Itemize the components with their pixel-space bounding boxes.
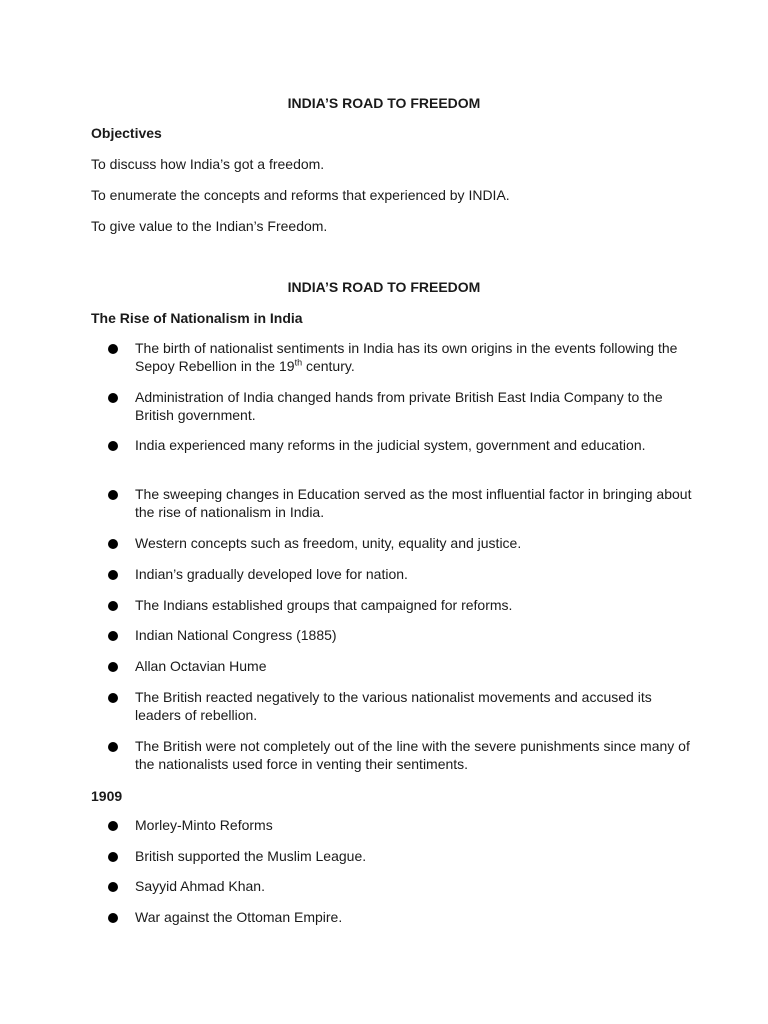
list-item-text: Allan Octavian Hume: [135, 658, 267, 674]
list-item-text: War against the Ottoman Empire.: [135, 909, 343, 925]
list-item-text: The sweeping changes in Education served as the most influential factor in bringing about the rise of nationalism in India.: [135, 486, 692, 520]
year-heading: 1909: [91, 788, 123, 804]
section-title: INDIA’S ROAD TO FREEDOM: [287, 279, 481, 295]
bullet-icon: [108, 821, 118, 831]
nationalism-heading: The Rise of Nationalism in India: [91, 310, 303, 326]
bullet-icon: [108, 852, 118, 862]
list-item-text: Western concepts such as freedom, unity, equality and justice.: [135, 535, 522, 551]
list-item-text: Administration of India changed hands from private British East India Company to the British government.: [135, 389, 663, 423]
objective-line: To discuss how India’s got a freedom.: [91, 156, 325, 172]
list-item: [108, 340, 698, 375]
objective-line: To enumerate the concepts and reforms that experienced by INDIA.: [91, 187, 510, 203]
list-item: [108, 566, 698, 584]
page-title: INDIA’S ROAD TO FREEDOM: [287, 95, 481, 111]
objectives-heading: Objectives: [91, 125, 162, 141]
list-item: [108, 689, 698, 724]
objective-line: To give value to the Indian’s Freedom.: [91, 218, 328, 234]
list-item-text: Sayyid Ahmad Khan.: [135, 878, 265, 894]
list-item: [108, 389, 698, 424]
list-item: [108, 535, 698, 553]
list-item-text: Indian National Congress (1885): [135, 627, 337, 643]
list-item: [108, 658, 698, 676]
list-item-text: The Indians established groups that campaigned for reforms.: [135, 597, 513, 613]
bullet-icon: [108, 344, 118, 354]
bullet-icon: [108, 662, 118, 672]
list-item: [108, 486, 698, 521]
list-item: [108, 597, 698, 615]
list-item: [108, 437, 698, 455]
list-item-text: The British were not completely out of the line with the severe punishments since many of the nationalists used force in venting their sentiments.: [135, 738, 690, 772]
bullet-icon: [108, 631, 118, 641]
bullet-icon: [108, 913, 118, 923]
list-item: [108, 627, 698, 645]
list-item-text: The British reacted negatively to the various nationalist movements and accused its leaders of rebellion.: [135, 689, 652, 723]
list-item-text: Morley-Minto Reforms: [135, 817, 273, 833]
bullet-icon: [108, 882, 118, 892]
list-item: [108, 909, 698, 927]
list-item: [108, 817, 698, 835]
bullet-icon: [108, 393, 118, 403]
list-item: [108, 878, 698, 896]
bullet-icon: [108, 490, 118, 500]
bullet-icon: [108, 693, 118, 703]
list-item-text: British supported the Muslim League.: [135, 848, 367, 864]
bullet-icon: [108, 570, 118, 580]
list-item: [108, 738, 698, 773]
list-item: [108, 848, 698, 866]
list-item-text: Indian’s gradually developed love for nation.: [135, 566, 408, 582]
list-item-text: India experienced many reforms in the judicial system, government and education.: [135, 437, 646, 453]
bullet-icon: [108, 539, 118, 549]
bullet-icon: [108, 601, 118, 611]
bullet-icon: [108, 742, 118, 752]
bullet-icon: [108, 441, 118, 451]
list-item-text: The birth of nationalist sentiments in India has its own origins in the events following the Sepoy Rebellion in the 19th century.: [135, 340, 678, 374]
